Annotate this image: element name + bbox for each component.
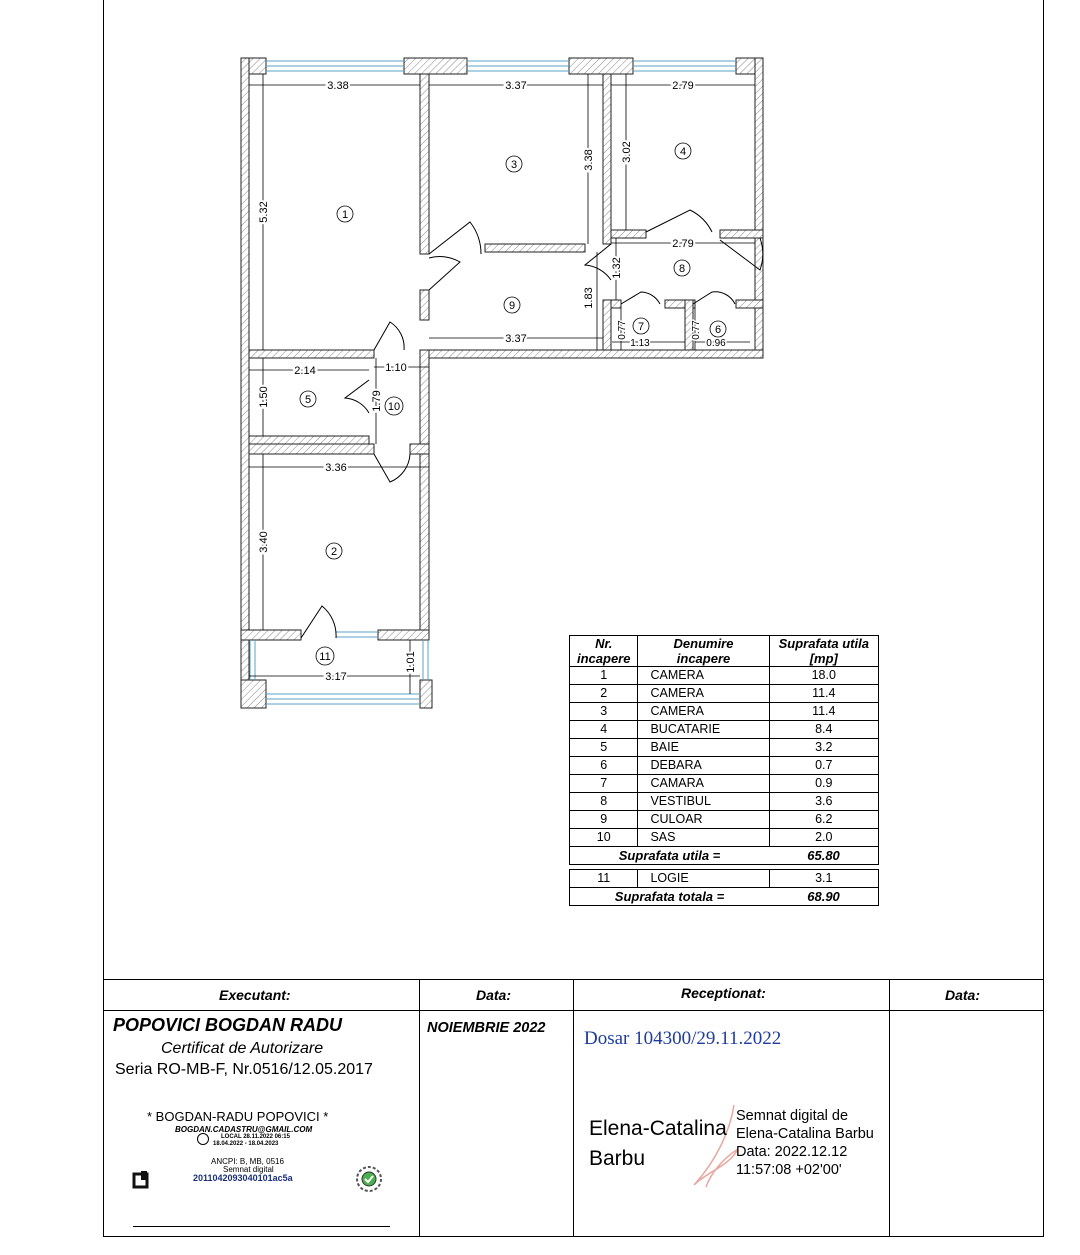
svg-text:2.79: 2.79 — [672, 80, 694, 92]
plan-doors — [301, 210, 763, 638]
svg-text:0.77: 0.77 — [691, 320, 702, 340]
digital-signature-info: Semnat digital de Elena-Catalina Barbu Data: 2022.12.12 11:57:08 +02'00' — [736, 1108, 874, 1178]
signature-line — [133, 1226, 390, 1227]
stamp-semnat: Semnat digital — [223, 1165, 274, 1174]
table-row: 3 CAMERA 11.4 — [570, 703, 879, 721]
signer-last-name: Barbu — [589, 1147, 646, 1170]
table-row: 2 CAMERA 11.4 — [570, 685, 879, 703]
table-row: 5 BAIE 3.2 — [570, 739, 879, 757]
svg-text:1.83: 1.83 — [583, 287, 595, 309]
svg-text:1.79: 1.79 — [371, 390, 383, 412]
svg-text:10: 10 — [387, 401, 401, 413]
grand-total-row: Suprafata totala = 68.90 — [570, 888, 879, 906]
svg-text:3.02: 3.02 — [621, 141, 633, 163]
svg-text:5: 5 — [304, 394, 312, 406]
certificate-label: Certificat de Autorizare — [161, 1040, 324, 1057]
header-executant: Executant: — [219, 987, 291, 1003]
svg-text:3.37: 3.37 — [505, 333, 527, 345]
stamp-code: 2011042093040101ac5a — [193, 1173, 293, 1183]
document-logo-icon — [131, 1171, 151, 1191]
stamp-ancpi: ANCPI: B, MB, 0516 — [211, 1157, 284, 1166]
svg-text:3.37: 3.37 — [505, 80, 527, 92]
executant-name: POPOVICI BOGDAN RADU — [113, 1015, 343, 1035]
svg-text:7: 7 — [637, 321, 645, 333]
svg-text:2.79: 2.79 — [672, 238, 694, 250]
svg-text:3.38: 3.38 — [583, 149, 595, 171]
stamp-name: * BOGDAN-RADU POPOVICI * — [147, 1109, 329, 1124]
stamp-validity: 18.04.2022 - 18.04.2023 — [213, 1141, 279, 1147]
svg-text:4: 4 — [679, 146, 687, 158]
room-table — [569, 635, 879, 906]
plan-room-numbers — [300, 143, 726, 665]
svg-text:1.01: 1.01 — [405, 651, 417, 673]
dosar-number: Dosar 104300/29.11.2022 — [584, 1028, 782, 1049]
header-receptionat: Receptionat: — [681, 985, 766, 1001]
table-row: 7 CAMARA 0.9 — [570, 775, 879, 793]
util-total-row: Suprafata utila = 65.80 — [570, 847, 879, 865]
plan-windows — [250, 61, 736, 704]
svg-text:2.14: 2.14 — [294, 365, 316, 377]
table-row: 11 LOGIE 3.1 — [570, 870, 879, 888]
svg-text:5.32: 5.32 — [258, 201, 270, 223]
table-row: 6 DEBARA 0.7 — [570, 757, 879, 775]
clock-icon — [197, 1133, 209, 1145]
signer-first-name: Elena-Catalina — [589, 1117, 727, 1140]
svg-text:1: 1 — [341, 209, 349, 221]
svg-text:6: 6 — [714, 324, 722, 336]
table-row: 10 SAS 2.0 — [570, 829, 879, 847]
certificate-series: Seria RO-MB-F, Nr.0516/12.05.2017 — [115, 1061, 373, 1078]
table-row: 9 CULOAR 6.2 — [570, 811, 879, 829]
svg-text:0.96: 0.96 — [706, 338, 726, 349]
col-header-nr: Nr. incapere — [570, 636, 638, 667]
svg-text:3.40: 3.40 — [258, 531, 270, 553]
col-header-name: Denumire incapere — [638, 636, 769, 667]
plan-room-number-labels — [305, 146, 721, 663]
svg-text:9: 9 — [508, 300, 516, 312]
svg-text:11: 11 — [319, 651, 331, 663]
table-row: 4 BUCATARIE 8.4 — [570, 721, 879, 739]
svg-text:2: 2 — [330, 546, 338, 558]
svg-text:1.10: 1.10 — [385, 362, 407, 374]
svg-text:1.13: 1.13 — [630, 338, 650, 349]
table-row: 8 VESTIBUL 3.6 — [570, 793, 879, 811]
date-value: NOIEMBRIE 2022 — [427, 1020, 546, 1036]
svg-text:3: 3 — [510, 159, 518, 171]
svg-text:3.17: 3.17 — [325, 671, 347, 683]
svg-text:1.50: 1.50 — [258, 386, 270, 408]
plan-dimension-labels — [258, 80, 726, 683]
table-row: 1 CAMERA 18.0 — [570, 667, 879, 685]
seal-icon — [355, 1165, 383, 1193]
svg-text:8: 8 — [678, 263, 686, 275]
stamp-local: LOCAL 28.11.2022 06:15 — [221, 1134, 290, 1140]
stamp-email: BOGDAN.CADASTRU@GMAIL.COM — [175, 1125, 313, 1134]
svg-text:3.36: 3.36 — [325, 462, 347, 474]
plan-dimension-lines — [249, 74, 755, 694]
col-header-area: Suprafata utila [mp] — [769, 636, 878, 667]
svg-text:0.77: 0.77 — [617, 320, 628, 340]
header-data-1: Data: — [476, 987, 512, 1003]
title-block — [103, 979, 1044, 1237]
svg-text:3.38: 3.38 — [327, 80, 349, 92]
header-data-2: Data: — [945, 987, 981, 1003]
svg-text:1.32: 1.32 — [611, 257, 623, 279]
